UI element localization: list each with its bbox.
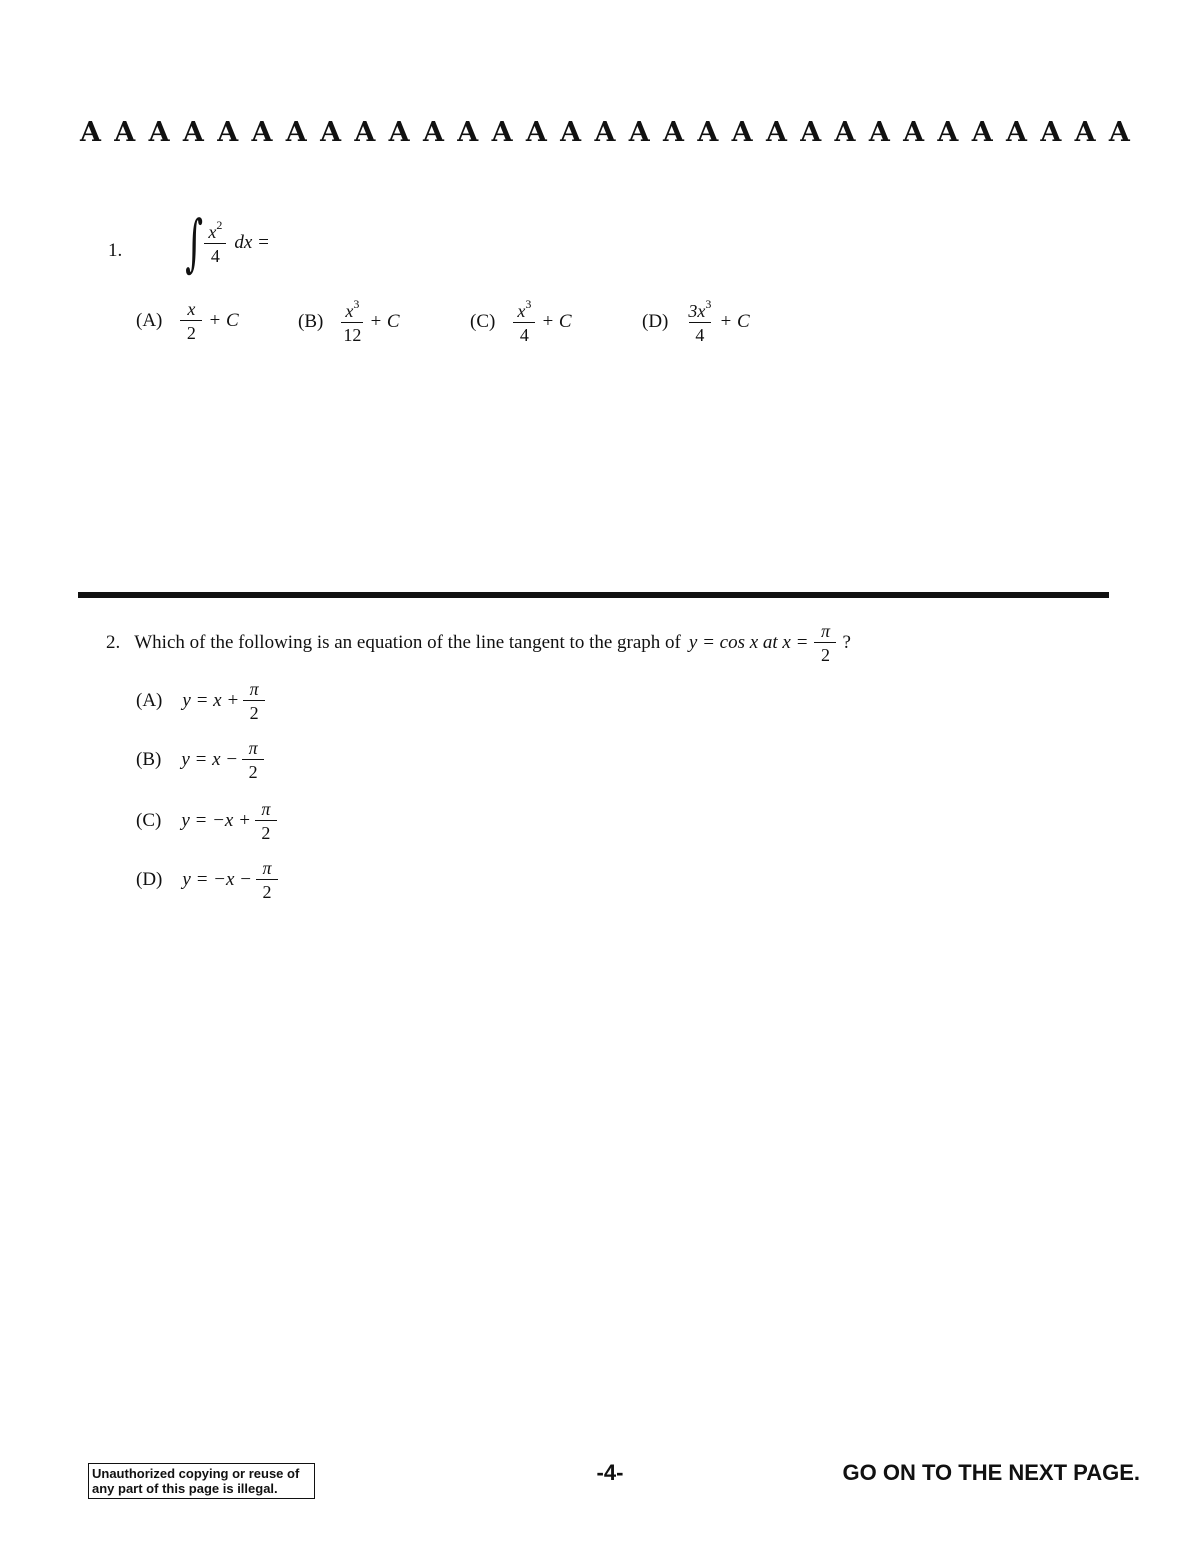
header-letter: A [800, 116, 822, 148]
choice-fraction [256, 859, 278, 901]
choice-exponent: 3 [705, 297, 712, 311]
pi-numerator: π [820, 621, 830, 641]
q2-choice-a[interactable] [136, 680, 265, 722]
integrand-numerator: x [208, 222, 217, 242]
header-letter: A [182, 116, 204, 148]
header-letter: A [697, 116, 719, 148]
choice-label: (B) [298, 311, 324, 332]
choice-expression: y = x − [181, 749, 239, 770]
copyright-notice [88, 1463, 315, 1499]
question-mark: ? [842, 632, 851, 653]
choice-suffix: + C [208, 310, 239, 331]
header-letter: A [868, 116, 890, 148]
choice-fraction [341, 297, 363, 345]
q1-choice-c[interactable] [470, 297, 572, 345]
integral-sign-icon: ∫ [185, 206, 204, 279]
choice-expression: y = x + [182, 690, 240, 711]
choice-label: (D) [136, 869, 163, 890]
question-2-equation: y = cos x at x = [688, 632, 809, 653]
question-2-number: 2. [106, 632, 121, 653]
q2-choice-b[interactable] [136, 739, 264, 781]
integrand-denominator: 4 [204, 243, 226, 265]
choice-numerator: π [262, 858, 272, 878]
header-letter: A [525, 116, 547, 148]
header-letter: A [663, 116, 684, 148]
choice-label: (D) [642, 311, 669, 332]
choice-fraction [180, 300, 202, 342]
header-letter: A [251, 116, 273, 148]
choice-fraction [243, 680, 265, 722]
integrand-exponent: 2 [216, 218, 223, 232]
choice-label: (A) [136, 690, 163, 711]
question-2-prompt [106, 622, 851, 664]
choice-fraction [242, 739, 264, 781]
question-1-integral [178, 206, 270, 279]
q2-choice-c[interactable] [136, 800, 277, 842]
header-letter: A [285, 116, 307, 148]
choice-numerator: x [517, 301, 526, 321]
choice-denominator: 2 [180, 320, 202, 342]
choice-expression: y = −x − [182, 869, 252, 890]
choice-label: (C) [136, 810, 162, 831]
pi-denominator: 2 [814, 642, 836, 664]
header-letter: A [354, 116, 376, 148]
header-letter: A [388, 116, 410, 148]
header-letter: A [491, 116, 513, 148]
header-letter: A [422, 116, 444, 148]
choice-numerator: 3x [688, 301, 706, 321]
integrand-fraction [204, 218, 226, 266]
question-1-number: 1. [108, 240, 123, 261]
question-2-fraction [814, 622, 836, 664]
choice-denominator: 4 [689, 322, 711, 344]
question-2-text: Which of the following is an equation of the line tangent to the graph of [134, 632, 681, 653]
header-letter: A [594, 116, 616, 148]
choice-label: (C) [470, 311, 496, 332]
header-letter: A [217, 116, 239, 148]
choice-suffix: + C [719, 311, 750, 332]
choice-denominator: 2 [243, 700, 265, 722]
choice-label: (B) [136, 749, 162, 770]
header-letter: A [731, 116, 753, 148]
copyright-line-2: any part of this page is illegal. [92, 1481, 278, 1496]
choice-denominator: 2 [242, 759, 264, 781]
choice-numerator: π [248, 738, 258, 758]
page-number: -4- [596, 1460, 624, 1485]
header-letter: A [114, 116, 136, 148]
q1-choice-a[interactable] [136, 300, 239, 342]
choice-label: (A) [136, 310, 163, 331]
choice-fraction [255, 800, 277, 842]
next-page-instruction: GO ON TO THE NEXT PAGE. [842, 1460, 1140, 1485]
choice-exponent: 3 [353, 297, 360, 311]
choice-numerator: x [187, 299, 196, 319]
choice-suffix: + C [369, 311, 400, 332]
integral-dx: dx = [234, 232, 270, 253]
choice-exponent: 3 [525, 297, 532, 311]
choice-numerator: π [249, 679, 259, 699]
header-letter: A [80, 116, 101, 148]
header-letter: A [560, 116, 582, 148]
header-letter: A [903, 116, 925, 148]
choice-denominator: 2 [256, 879, 278, 901]
section-header-letters [80, 112, 1130, 152]
header-letter: A [971, 116, 993, 148]
section-divider [78, 592, 1109, 598]
choice-expression: y = −x + [181, 810, 251, 831]
header-letter: A [628, 116, 650, 148]
copyright-line-1: Unauthorized copying or reuse of [92, 1466, 300, 1481]
header-letter: A [457, 116, 479, 148]
header-letter: A [937, 116, 959, 148]
choice-fraction [686, 297, 713, 345]
header-letter: A [765, 116, 787, 148]
choice-denominator: 12 [341, 322, 363, 344]
header-letter: A [1108, 116, 1130, 148]
header-letter: A [1074, 116, 1096, 148]
header-letter: A [1006, 116, 1027, 148]
q1-choice-d[interactable] [642, 297, 750, 345]
choice-fraction [513, 297, 535, 345]
q2-choice-d[interactable] [136, 859, 278, 901]
header-letter: A [1040, 116, 1062, 148]
choice-denominator: 2 [255, 820, 277, 842]
choice-suffix: + C [541, 311, 572, 332]
header-letter: A [148, 116, 170, 148]
q1-choice-b[interactable] [298, 297, 400, 345]
header-letter: A [834, 116, 856, 148]
choice-denominator: 4 [513, 322, 535, 344]
header-letter: A [320, 116, 342, 148]
choice-numerator: x [345, 301, 354, 321]
choice-numerator: π [261, 799, 271, 819]
